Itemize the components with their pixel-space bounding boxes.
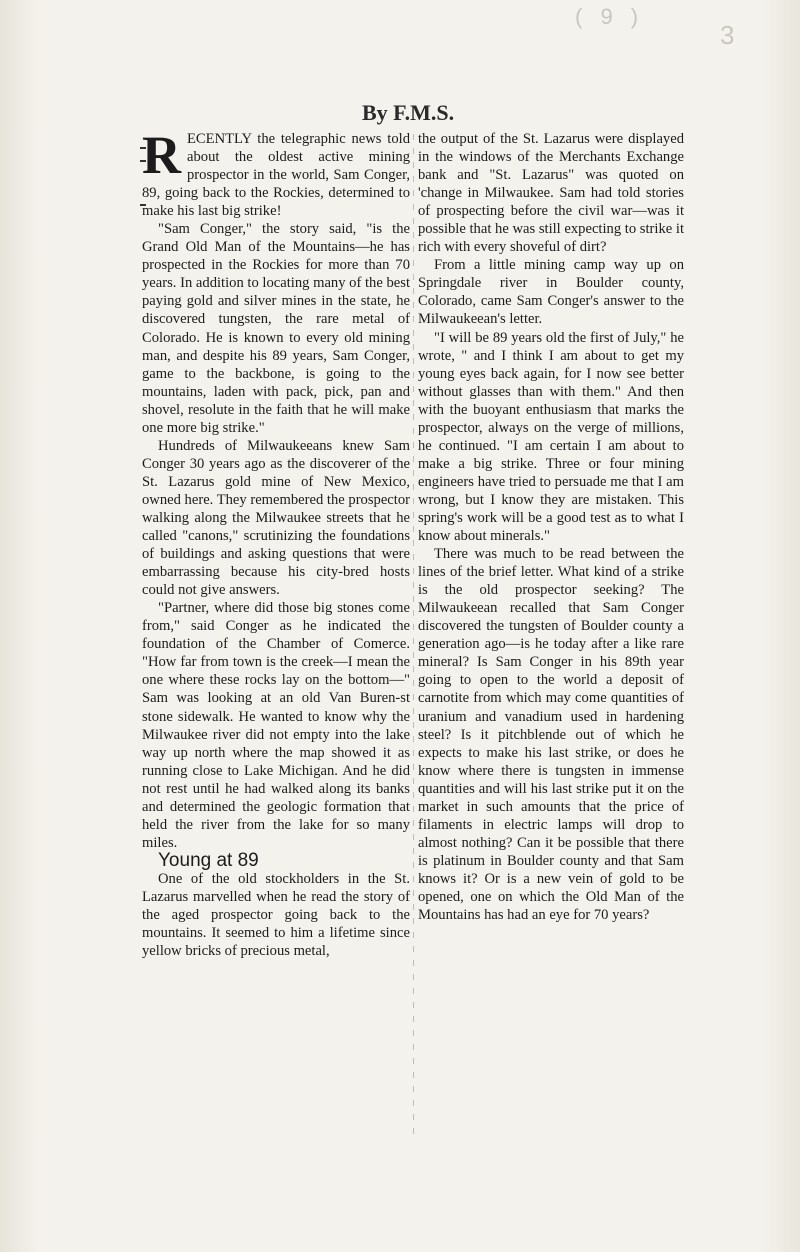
paragraph: Hundreds of Milwaukeeans knew Sam Conger 30 years ago as the discoverer of the St. Lazarus gold mine of New Mexico, owned here. They remembered the prospector walking along the Milwaukee streets that he called "canons," scrutinizing the foundations of buildings and asking questions that were embarrassing because his city-bred hosts could not give answers. (142, 437, 410, 599)
paragraph: "Partner, where did those big stones come from," said Conger as he indicated the foundation of the Chamber of Comerce. "How far from town is the creek—I mean the one where these rocks lay on the bottom—" Sam was looking at an old Van Buren-st stone sidewalk. He wanted to know why the Milwaukee river did not empty into the lake way up north where the map showed it as running close to Lake Michigan. And he did not rest until he had walked along its banks and determined the geologic formation that held the river from the lake for so many miles. (142, 600, 410, 851)
drop-cap: R (142, 125, 181, 185)
paragraph: "I will be 89 years old the first of July," he wrote, " and I think I am about to get my young eyes back again, for I now see better without glasses than with them." And then with the buoyant enthusiasm that marks the prospector, always on the verge of millions, he continued. "I am certain I am about to make a big strike. Three or four mining engineers have tried to persuade me that I am wrong, but I know they are mistaken. This spring's work will be a good test as to what I know about minerals." (418, 329, 684, 545)
page-number: 3 (720, 20, 735, 50)
right-column (418, 130, 684, 924)
paragraph: From a little mining camp way up on Springdale river in Boulder county, Colorado, came Sam Conger's answer to the Milwaukeean's letter. (418, 257, 684, 328)
paragraph: One of the old stockholders in the St. Lazarus marvelled when he read the story of the aged prospector going back to the mountains. It seemed to him a lifetime since yellow bricks of precious metal, (142, 870, 410, 960)
paragraph: the output of the St. Lazarus were displayed in the windows of the Merchants Exchange bank and "St. Lazarus" was quoted on 'change in Milwaukee. Sam had told stories of prospecting before the civil war—was it possible that he was still expecting to strike it rich with every shoveful of dirt? (418, 131, 684, 256)
paragraph: "Sam Conger," the story said, "is the Grand Old Man of the Mountains—he has prospected in the Rockies for more than 70 years. In addition to locating many of the best paying gold and silver mines in the state, he discovered tungsten, the rare metal of Colorado. He is known to every old mining man, and despite his 89 years, Sam Conger, game to the backbone, is going to the mountains, laden with pack, pick, pan and shovel, resolute in the faith that he will make one more big strike." (142, 221, 410, 436)
archive-mark: ( 9 ) (575, 4, 645, 29)
lead-text: ECENTLY the telegraphic news told about the oldest active mining prospector in the world, Sam Conger, 89, going back to the Rockies, determined to make his last big strike! (142, 131, 410, 220)
lead-paragraph (142, 125, 410, 220)
left-column (142, 125, 410, 960)
paragraph: There was much to be read between the lines of the brief letter. What kind of a strike is the old prospector seeking? The Milwaukeean recalled that Sam Conger discovered the tungsten of Boulder county a generation ago—is he today after a like rare mineral? Is Sam Conger in his 89th year going to open to the world a deposit of carnotite from which may come quantities of uranium and vanadium used in hardening steel? Is it pitchblende out of which he expects to make his last strike, or does he know where there is tungsten in immense quantities and will his last strike put it on the market in such amounts that the price of filaments in electric lamps will drop to almost nothing? Can it be possible that there is platinum in Boulder county and that Sam knows it? Or is a new vein of gold to be opened, one on which the Old Man of the Mountains has had an eye for 70 years? (418, 546, 684, 924)
column-divider (413, 134, 414, 1134)
byline: By F.M.S. (362, 100, 455, 125)
subheading: Young at 89 (158, 849, 259, 871)
